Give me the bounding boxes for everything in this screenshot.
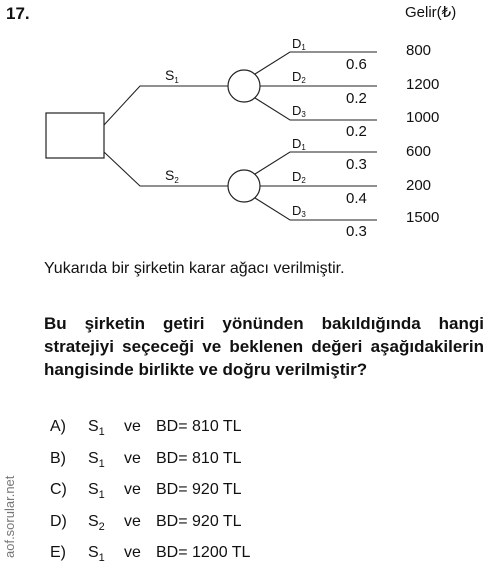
chance-node-s2 bbox=[228, 170, 260, 202]
option-value: BD= 920 TL bbox=[156, 481, 242, 498]
option-a[interactable] bbox=[50, 418, 250, 450]
payoff-value: 600 bbox=[406, 143, 432, 160]
option-conjunction: ve bbox=[124, 544, 141, 561]
decision-tree bbox=[0, 0, 500, 250]
state-label: D3 bbox=[292, 103, 306, 119]
question-text: Bu şirketin getiri yönünden bakıldığında hangi stratejiyi seçeceği ve beklenen değeri aşağıdakilerin hangisinde birlikte ve doğru verilmiştir? bbox=[44, 314, 484, 379]
option-strategy: $S_1$ bbox=[88, 481, 105, 502]
strategy-branch-s1 bbox=[104, 86, 228, 125]
option-value: BD= 1200 TL bbox=[156, 544, 251, 561]
option-letter: C) bbox=[50, 481, 67, 498]
option-value: BD= 810 TL bbox=[156, 449, 242, 467]
option-conjunction: ve bbox=[124, 481, 141, 498]
answer-options bbox=[50, 418, 250, 576]
strategy-label-s1: $S_1$ bbox=[165, 67, 179, 85]
watermark: aof.sorular.net bbox=[2, 475, 17, 558]
payoff-value: 1200 bbox=[406, 76, 440, 93]
probability-label: 0.3 bbox=[346, 223, 367, 240]
option-c[interactable] bbox=[50, 481, 250, 513]
option-strategy: $S_2$ bbox=[88, 512, 105, 533]
decision-node bbox=[46, 113, 104, 158]
option-value: BD= 810 TL bbox=[156, 418, 242, 435]
probability-label: 0.4 bbox=[346, 190, 367, 207]
strategy-label-s2: $S_2$ bbox=[165, 167, 179, 185]
chance-node-s1 bbox=[228, 70, 260, 102]
option-b[interactable] bbox=[50, 450, 250, 482]
option-letter: B) bbox=[50, 449, 66, 467]
option-letter: A) bbox=[50, 418, 66, 435]
option-d[interactable] bbox=[50, 513, 250, 545]
option-letter: D) bbox=[50, 512, 67, 530]
probability-label: 0.2 bbox=[346, 90, 367, 107]
option-e[interactable] bbox=[50, 544, 250, 576]
state-label: D1 bbox=[292, 136, 306, 152]
state-label: D3 bbox=[292, 203, 306, 219]
option-strategy: $S_1$ bbox=[88, 544, 105, 565]
option-strategy: $S_1$ bbox=[88, 449, 105, 470]
option-value: BD= 920 TL bbox=[156, 512, 242, 530]
option-conjunction: ve bbox=[124, 449, 141, 467]
intro-text: Yukarıda bir şirketin karar ağacı verilmiştir. bbox=[44, 260, 345, 277]
probability-label: 0.2 bbox=[346, 123, 367, 140]
state-label: D2 bbox=[292, 69, 306, 85]
option-strategy: $S_1$ bbox=[88, 418, 105, 439]
option-conjunction: ve bbox=[124, 512, 141, 530]
question-number: 17. bbox=[6, 4, 30, 23]
state-label: D2 bbox=[292, 169, 306, 185]
payoff-value: 1000 bbox=[406, 109, 440, 126]
option-conjunction: ve bbox=[124, 418, 141, 435]
payoff-value: 200 bbox=[406, 177, 432, 194]
payoff-value: 800 bbox=[406, 42, 432, 59]
option-letter: E) bbox=[50, 544, 66, 561]
payoff-header: Gelir(₺) bbox=[405, 4, 457, 21]
probability-label: 0.6 bbox=[346, 56, 367, 73]
payoff-value: 1500 bbox=[406, 209, 440, 226]
probability-label: 0.3 bbox=[346, 156, 367, 173]
state-label: D1 bbox=[292, 36, 306, 52]
